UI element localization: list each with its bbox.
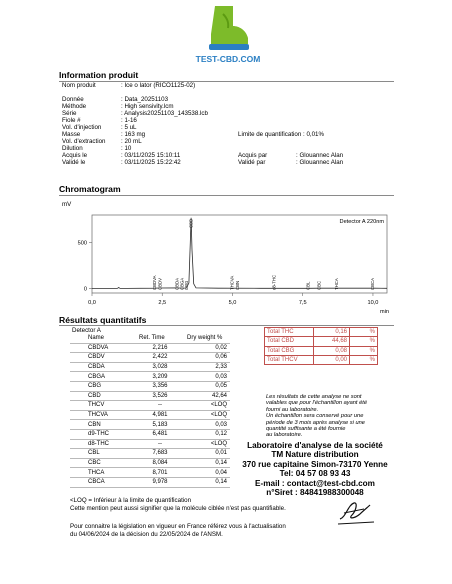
- retention-time: 4,981: [136, 410, 184, 420]
- info-label: Vol. d'injection: [62, 124, 102, 131]
- retention-time: 6,481: [136, 429, 184, 439]
- compound-name: CBDA: [70, 362, 136, 372]
- column-header: Dry weight %: [184, 334, 230, 343]
- compound-name: CBL: [70, 449, 136, 459]
- retention-time: 3,356: [136, 381, 184, 391]
- lab-line: E-mail : contact@test-cbd.com: [255, 478, 375, 488]
- disclaimer-line: période de 3 mois après analyse si une: [266, 419, 365, 426]
- table-row: [70, 353, 230, 363]
- compound-name: THCVA: [70, 410, 136, 420]
- retention-time: --: [136, 401, 184, 411]
- retention-time: 2,422: [136, 353, 184, 363]
- peak-label: CBGA: [179, 277, 185, 290]
- peak-label: CBN: [235, 280, 241, 290]
- info-value: : Ice o lator (RICO1125-02): [121, 82, 196, 89]
- legislation-note: Pour connaitre la législation en vigueur en France référez vous à l'actualisation: [70, 523, 286, 530]
- table-row: [70, 372, 230, 382]
- compound-name: CBC: [70, 458, 136, 468]
- total-unit: %: [350, 337, 378, 346]
- totals-row: [265, 337, 378, 346]
- dry-weight: 0,05: [184, 381, 230, 391]
- info-value: : 20 mL: [121, 138, 142, 145]
- y-tick-label: 0: [83, 286, 87, 293]
- table-row: [70, 410, 230, 420]
- total-label: Total CBG: [265, 346, 314, 355]
- brand-logo: [0, 0, 452, 72]
- dry-weight: <LOQ: [184, 439, 230, 449]
- column-header: Ret. Time: [136, 334, 184, 343]
- compound-name: CBG: [70, 381, 136, 391]
- table-row: [70, 420, 230, 430]
- lab-line: 370 rue capitaine Simon-73170 Yenne: [242, 459, 388, 469]
- x-tick-label: 10,0: [367, 300, 379, 306]
- section-title-results: Résultats quantitatifs: [59, 315, 147, 325]
- total-value: 44,68: [314, 337, 350, 346]
- info-label: Masse: [62, 131, 81, 138]
- info-label: Série: [62, 110, 77, 117]
- compound-name: THCA: [70, 468, 136, 478]
- dry-weight: 2,33: [184, 362, 230, 372]
- info-value: : Analysis20251103_143538.lcb: [121, 110, 208, 117]
- acquired-by-value: : Glouannec Alan: [296, 152, 344, 159]
- validated-by-value: : Glouannec Alan: [296, 159, 344, 166]
- retention-time: --: [136, 439, 184, 449]
- total-unit: %: [350, 346, 378, 355]
- dry-weight: <LOQ: [184, 410, 230, 420]
- peak-label: CBD: [188, 218, 194, 228]
- peak-label: d8-THC: [271, 274, 277, 290]
- table-row: [70, 391, 230, 401]
- divider: [59, 325, 394, 326]
- info-value: : High sensivity.lcm: [121, 103, 174, 110]
- x-tick-label: 7,5: [298, 300, 307, 306]
- boot-logo-icon: [203, 4, 251, 52]
- info-value: : 1-16: [121, 117, 137, 124]
- y-unit-label: mV: [62, 201, 72, 208]
- compound-name: CBCA: [70, 477, 136, 487]
- section-title-chromatogram: Chromatogram: [59, 184, 121, 194]
- total-label: Total CBD: [265, 337, 314, 346]
- dry-weight: 0,02: [184, 343, 230, 353]
- total-value: 0,08: [314, 346, 350, 355]
- compound-name: THCV: [70, 401, 136, 411]
- retention-time: 8,701: [136, 468, 184, 478]
- brand-name: TEST-CBD.COM: [195, 54, 261, 64]
- lab-line: Laboratoire d'analyse de la société: [247, 441, 383, 450]
- lab-line: TM Nature distribution: [271, 450, 359, 460]
- info-label: Donnée: [62, 96, 84, 103]
- validated-by-label: Validé par: [238, 159, 266, 166]
- disclaimer-line: Un échantillon sera conservé pour une: [266, 413, 364, 420]
- compound-name: CBN: [70, 420, 136, 430]
- dry-weight: <LOQ: [184, 401, 230, 411]
- total-value: 0,00: [314, 355, 350, 364]
- disclaimer-line: valables que pour l'échantillon ayant été: [266, 400, 368, 407]
- dry-weight: 0,14: [184, 458, 230, 468]
- dry-weight: 0,04: [184, 468, 230, 478]
- section-title-info: Information produit: [59, 70, 139, 80]
- peak-label: CBDV: [157, 278, 163, 290]
- dry-weight: 0,12: [184, 429, 230, 439]
- x-tick-label: 2,5: [158, 300, 167, 306]
- info-value: : 10: [121, 145, 132, 152]
- mention-note: Cette mention peut aussi signifier que la molécule ciblée n'est pas quantifiable.: [70, 505, 286, 512]
- peak-label: CBC: [316, 280, 322, 290]
- table-row: [70, 343, 230, 353]
- info-label: Acquis le: [62, 152, 88, 159]
- chromatogram-chart: [55, 210, 400, 315]
- column-header: Name: [70, 334, 136, 343]
- info-value: : 5 uL: [121, 124, 137, 131]
- table-row: [70, 439, 230, 449]
- disclaimer-line: au laboratoire.: [266, 432, 303, 439]
- info-label: Fiole #: [62, 117, 81, 124]
- retention-time: 8,084: [136, 458, 184, 468]
- divider: [59, 195, 394, 196]
- disclaimer-line: quantité suffisante a été fournie: [266, 426, 346, 433]
- chromatogram-trace: [92, 218, 387, 289]
- lab-contact: [232, 441, 398, 497]
- dry-weight: 0,01: [184, 449, 230, 459]
- limit-label: Limite de quantification : 0,01%: [238, 131, 324, 138]
- totals-row: [265, 346, 378, 355]
- table-row: [70, 468, 230, 478]
- info-label: Méthode: [62, 103, 87, 110]
- dry-weight: 0,03: [184, 372, 230, 382]
- compound-name: CBGA: [70, 372, 136, 382]
- y-tick-label: 500: [77, 240, 87, 247]
- results-table: [70, 334, 230, 488]
- compound-name: CBDV: [70, 353, 136, 363]
- retention-time: 7,683: [136, 449, 184, 459]
- total-label: Total THC: [265, 328, 314, 337]
- acquired-by-label: Acquis par: [238, 152, 268, 159]
- compound-name: d8-THC: [70, 439, 136, 449]
- peak-label: CBDVA: [151, 275, 157, 290]
- totals-row: [265, 328, 378, 337]
- x-unit-label: min: [379, 309, 389, 315]
- divider: [59, 81, 394, 82]
- compound-name: CBD: [70, 391, 136, 401]
- retention-time: 3,526: [136, 391, 184, 401]
- info-label: Nom produit: [62, 82, 96, 89]
- dry-weight: 0,03: [184, 420, 230, 430]
- total-unit: %: [350, 328, 378, 337]
- peak-label: THCA: [334, 278, 339, 290]
- disclaimer-text: [266, 394, 367, 439]
- lab-line: n°Siret : 84841988300048: [266, 488, 364, 498]
- total-value: 0,16: [314, 328, 350, 337]
- compound-name: d9-THC: [70, 429, 136, 439]
- peak-label: CBDA: [174, 278, 180, 290]
- dry-weight: 0,06: [184, 353, 230, 363]
- table-row: [70, 362, 230, 372]
- retention-time: 2,216: [136, 343, 184, 353]
- info-value: : 03/11/2025 15:10:11: [121, 152, 181, 159]
- retention-time: 3,209: [136, 372, 184, 382]
- total-label: Total THCV: [265, 355, 314, 364]
- disclaimer-line: Les résultats de cette analyse ne sont: [266, 394, 362, 400]
- compound-name: CBDVA: [70, 343, 136, 353]
- disclaimer-line: fourni au laboratoire.: [266, 406, 319, 413]
- peak-label: CBL: [305, 281, 311, 290]
- table-row: [70, 381, 230, 391]
- retention-time: 3,028: [136, 362, 184, 372]
- info-label: Dilution: [62, 145, 83, 152]
- info-value: : 03/11/2025 15:22:42: [121, 159, 181, 166]
- legislation-note: du 04/06/2024 de la décision du 22/05/2024 de l'ANSM.: [70, 531, 223, 538]
- detector-label: Detector A 220nm: [339, 219, 384, 225]
- loq-note: <LOQ = Inférieur à la limite de quantification: [70, 497, 192, 504]
- totals-table: [264, 327, 378, 365]
- totals-row: [265, 355, 378, 364]
- detector-name: Detector A: [72, 327, 101, 334]
- info-value: : Data_20251103: [121, 96, 169, 103]
- table-row: [70, 429, 230, 439]
- retention-time: 5,183: [136, 420, 184, 430]
- peak-label: CBCA: [369, 278, 375, 290]
- peak-label: CBG: [183, 280, 189, 290]
- x-tick-label: 5,0: [228, 300, 237, 306]
- info-label: Vol. d'extraction: [62, 138, 106, 145]
- signature-icon: [334, 497, 378, 527]
- table-row: [70, 458, 230, 468]
- table-row: [70, 401, 230, 411]
- retention-time: 9,978: [136, 477, 184, 487]
- lab-line: Tel: 04 57 08 93 43: [279, 469, 351, 479]
- peak-label: THCVA: [229, 275, 235, 290]
- table-row: [70, 449, 230, 459]
- info-value: : 163 mg: [121, 131, 146, 138]
- dry-weight: 42,64: [184, 391, 230, 401]
- total-unit: %: [350, 355, 378, 364]
- table-row: [70, 477, 230, 487]
- dry-weight: 0,14: [184, 477, 230, 487]
- info-label: Validé le: [62, 159, 86, 166]
- x-tick-label: 0,0: [88, 300, 96, 306]
- table-header-row: [70, 334, 230, 343]
